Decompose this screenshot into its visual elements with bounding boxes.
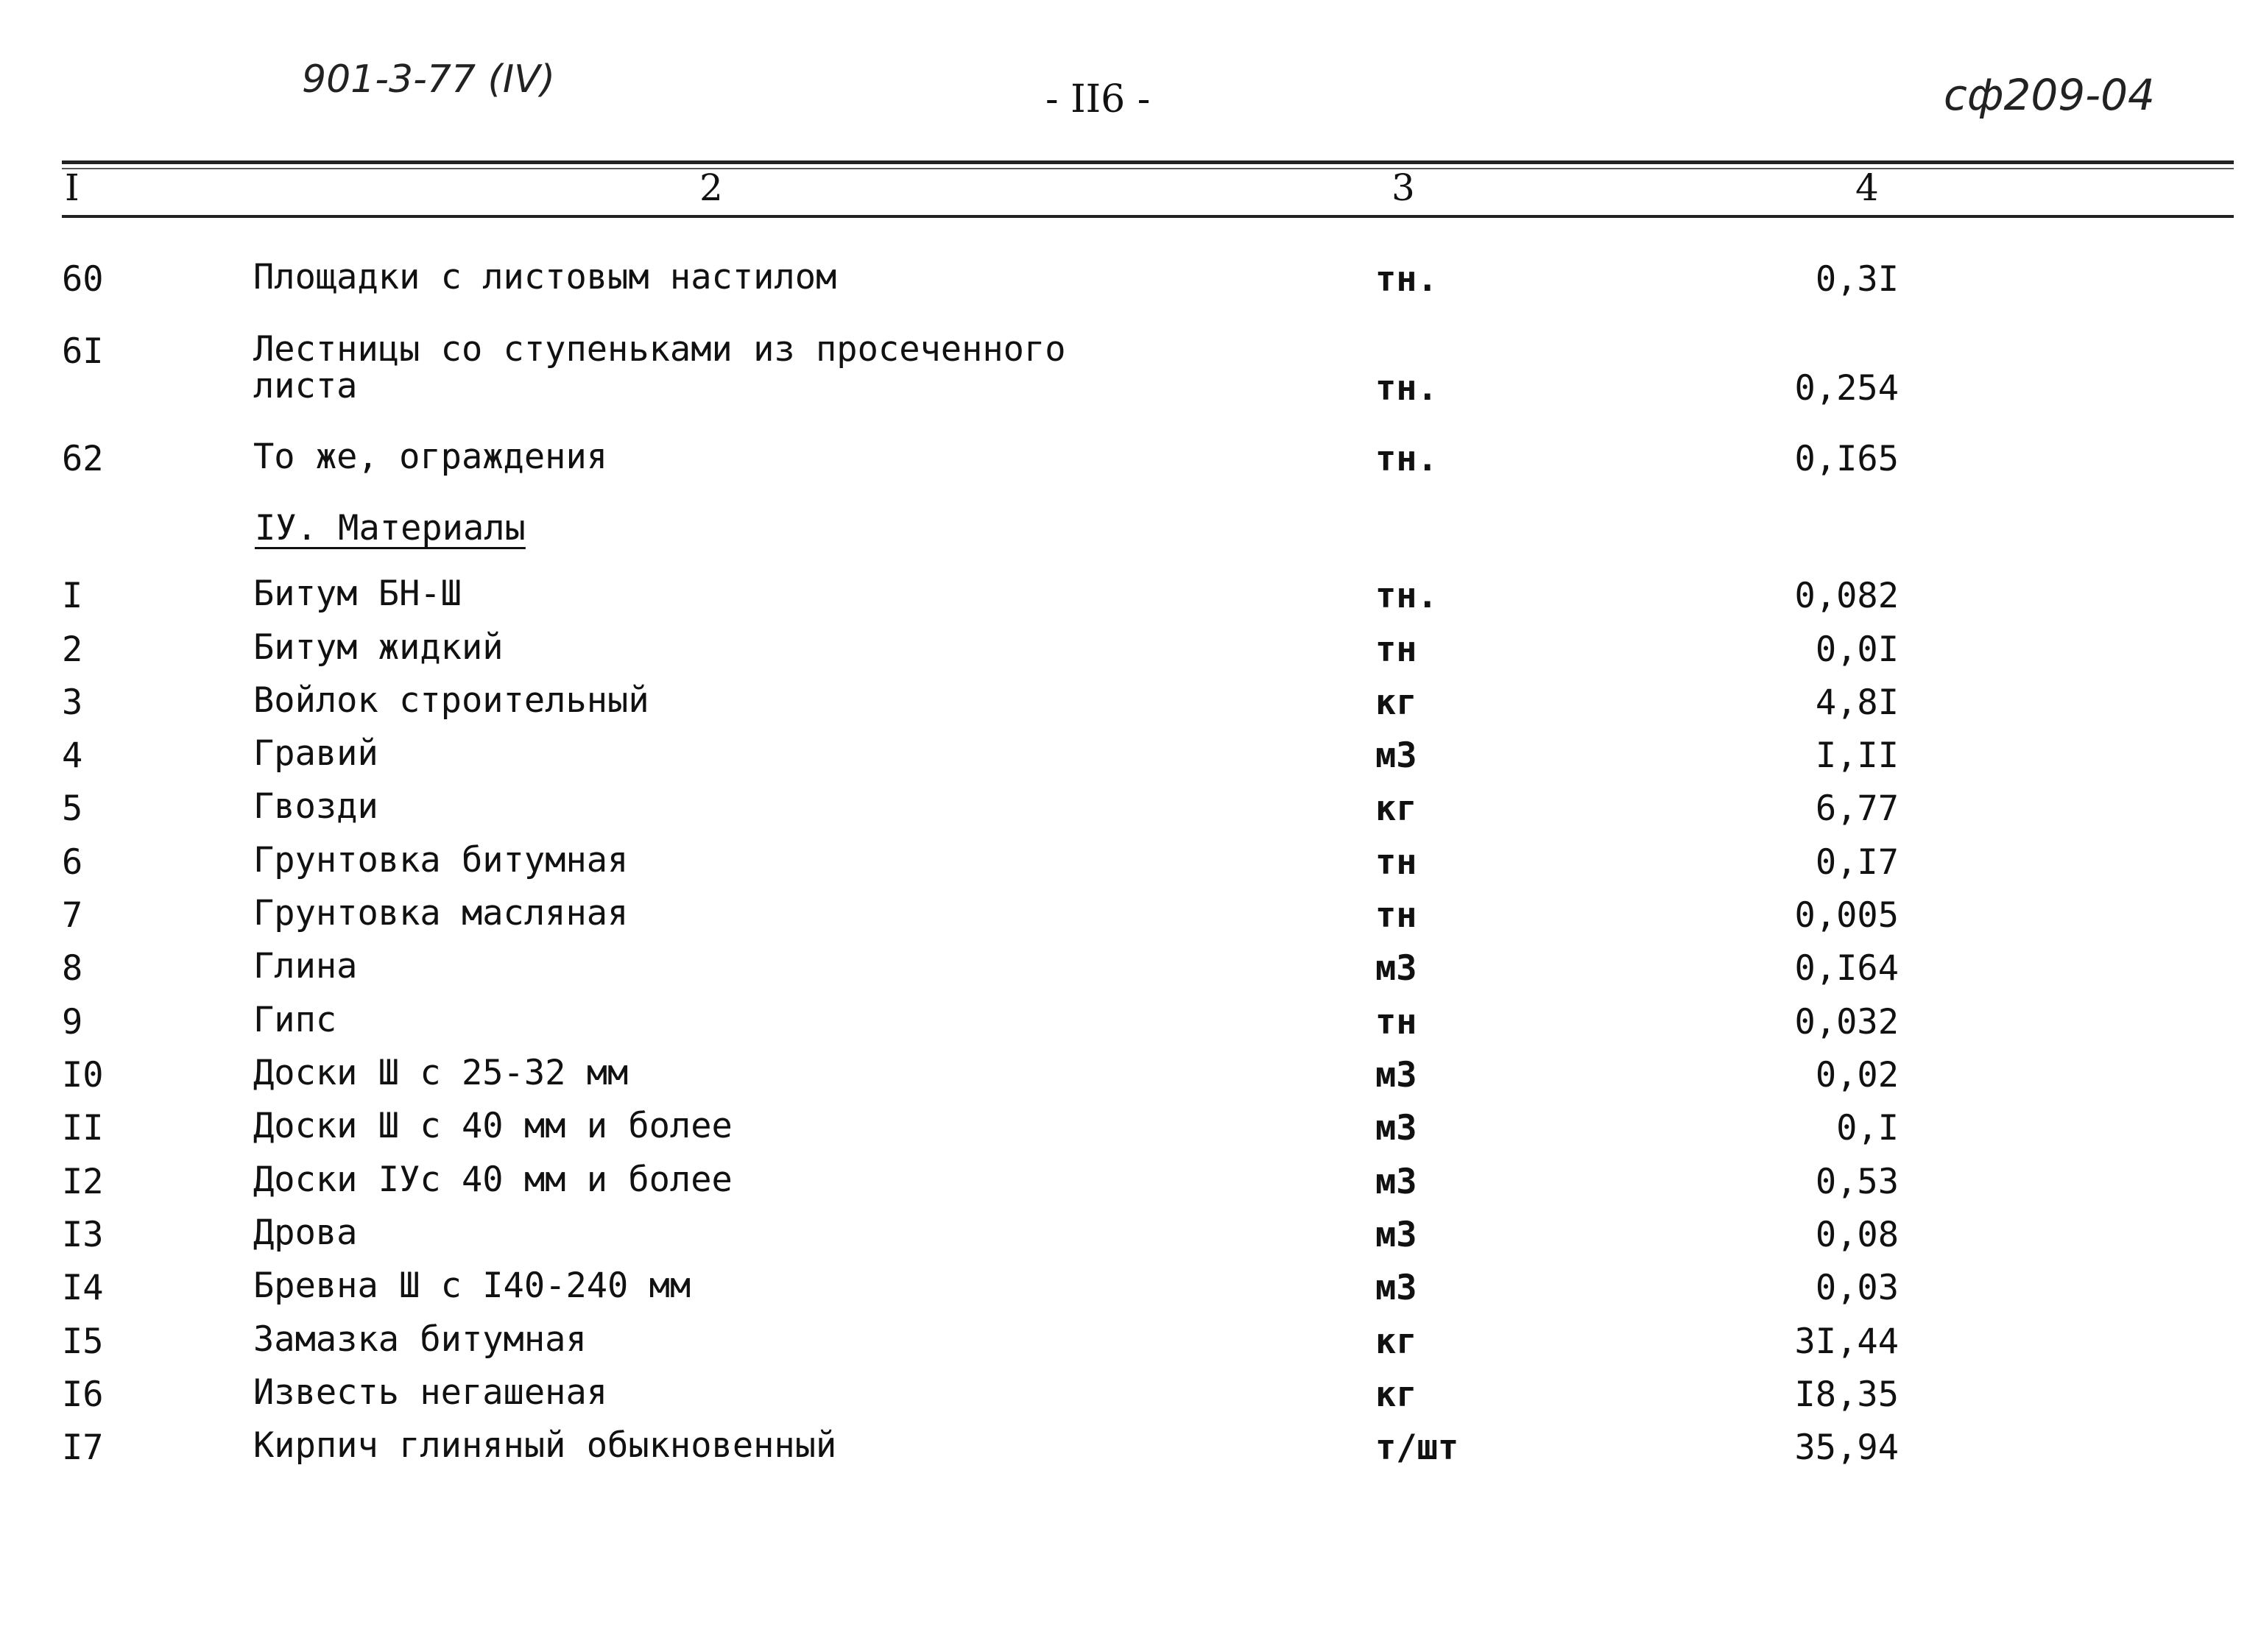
- row-quantity: 0,3I: [1815, 259, 1899, 300]
- row-quantity: 0,02: [1815, 1055, 1899, 1095]
- row-quantity: 0,08: [1815, 1215, 1899, 1255]
- row-name: Площадки с листовым настилом: [253, 257, 837, 297]
- row-quantity: 0,I64: [1794, 948, 1899, 989]
- header-top-rule-secondary: [62, 168, 2234, 169]
- row-quantity: 0,03: [1815, 1268, 1899, 1308]
- column-header-2: 2: [699, 166, 723, 209]
- page-number: - II6 -: [1045, 77, 1151, 121]
- row-unit: тн: [1375, 1002, 1417, 1042]
- row-name: Доски IУс 40 мм и более: [253, 1159, 733, 1200]
- row-number: 62: [62, 439, 104, 479]
- row-name: Известь негашеная: [253, 1372, 608, 1413]
- header-bottom-rule: [62, 215, 2234, 218]
- table-row: [0, 1427, 2261, 1472]
- row-name: Грунтовка битумная: [253, 840, 629, 880]
- row-unit: м3: [1375, 1162, 1417, 1202]
- row-quantity: 35,94: [1794, 1427, 1899, 1468]
- row-quantity: 0,I: [1836, 1108, 1899, 1148]
- row-unit: тн.: [1375, 368, 1438, 409]
- table-row: [0, 1055, 2261, 1099]
- table-row: [0, 1002, 2261, 1046]
- table-row: [0, 1212, 2261, 1259]
- table-row: [0, 629, 2261, 674]
- row-quantity: I,II: [1815, 735, 1899, 776]
- table-row: [0, 682, 2261, 727]
- row-unit: тн: [1375, 629, 1417, 670]
- row-name: Дрова: [253, 1212, 358, 1253]
- row-number: 8: [62, 948, 83, 989]
- row-quantity: 0,254: [1794, 368, 1899, 409]
- row-number: II: [62, 1108, 104, 1148]
- row-quantity: 0,005: [1794, 895, 1899, 936]
- row-number: I: [62, 576, 83, 616]
- row-number: 4: [62, 735, 83, 776]
- row-unit: тн.: [1375, 576, 1438, 616]
- table-row: [0, 259, 2261, 303]
- table-row: [0, 1108, 2261, 1152]
- row-quantity: 0,032: [1794, 1002, 1899, 1042]
- row-name: Кирпич глиняный обыкновенный: [253, 1425, 837, 1466]
- row-number: I2: [62, 1162, 104, 1202]
- row-quantity: 0,53: [1815, 1162, 1899, 1202]
- row-unit: кг: [1375, 682, 1417, 723]
- row-quantity: 3I,44: [1794, 1321, 1899, 1362]
- row-unit: тн.: [1375, 439, 1438, 479]
- row-number: 3: [62, 682, 83, 723]
- row-unit: м3: [1375, 735, 1417, 776]
- row-name: Битум жидкий: [253, 627, 504, 668]
- table-row: [0, 1159, 2261, 1206]
- row-quantity: 0,I7: [1815, 842, 1899, 883]
- column-header-3: 3: [1391, 166, 1415, 209]
- table-row: [0, 788, 2261, 833]
- row-number: I3: [62, 1215, 104, 1255]
- row-quantity: 0,0I: [1815, 629, 1899, 670]
- row-number: 2: [62, 629, 83, 670]
- table-row: [0, 842, 2261, 886]
- row-number: I5: [62, 1321, 104, 1362]
- column-header-4: 4: [1855, 166, 1879, 209]
- row-name: Гвозди: [253, 786, 378, 827]
- row-name: Лестницы со ступеньками из просеченного листа: [253, 329, 1066, 406]
- row-unit: тн: [1375, 842, 1417, 883]
- table-row: [0, 1321, 2261, 1366]
- row-name: Гипс: [253, 1000, 337, 1040]
- row-unit: м3: [1375, 1108, 1417, 1148]
- row-number: 60: [62, 259, 104, 300]
- row-unit: тн.: [1375, 259, 1438, 300]
- row-unit: т/шт: [1375, 1427, 1459, 1468]
- row-unit: м3: [1375, 948, 1417, 989]
- row-number: I7: [62, 1427, 104, 1468]
- table-row: [0, 329, 2261, 409]
- row-name: То же, ограждения: [253, 437, 608, 477]
- row-name: Бревна Ш с I40-240 мм: [253, 1266, 691, 1306]
- row-number: 5: [62, 788, 83, 829]
- row-name: Доски Ш с 40 мм и более: [253, 1106, 733, 1146]
- row-number: I4: [62, 1268, 104, 1308]
- row-name: Доски Ш с 25-32 мм: [253, 1053, 629, 1093]
- header-top-rule: [62, 160, 2234, 164]
- row-quantity: 0,082: [1794, 576, 1899, 616]
- row-unit: м3: [1375, 1055, 1417, 1095]
- row-number: 7: [62, 895, 83, 936]
- row-number: I0: [62, 1055, 104, 1095]
- row-unit: м3: [1375, 1215, 1417, 1255]
- row-name: Глина: [253, 946, 358, 986]
- row-quantity: 4,8I: [1815, 682, 1899, 723]
- section-title: IУ. Материалы: [255, 508, 526, 548]
- row-unit: м3: [1375, 1268, 1417, 1308]
- table-row: [0, 1268, 2261, 1312]
- row-name: Замазка битумная: [253, 1319, 587, 1360]
- column-header-1: I: [65, 166, 80, 209]
- row-number: 6: [62, 842, 83, 883]
- row-number: 6I: [62, 331, 104, 372]
- table-row: [0, 735, 2261, 780]
- row-unit: кг: [1375, 1374, 1417, 1415]
- table-row: [0, 573, 2261, 620]
- table-row: [0, 1374, 2261, 1419]
- row-quantity: I8,35: [1794, 1374, 1899, 1415]
- row-unit: кг: [1375, 1321, 1417, 1362]
- row-unit: кг: [1375, 788, 1417, 829]
- sheet-code: сф209-04: [1944, 70, 2155, 120]
- table-row: [0, 439, 2261, 483]
- row-name: Гравий: [253, 733, 378, 774]
- row-name: Битум БН-Ш: [253, 573, 462, 614]
- row-quantity: 6,77: [1815, 788, 1899, 829]
- row-number: I6: [62, 1374, 104, 1415]
- row-unit: тн: [1375, 895, 1417, 936]
- row-name: Грунтовка масляная: [253, 893, 629, 933]
- row-number: 9: [62, 1002, 83, 1042]
- table-row: [0, 895, 2261, 939]
- table-row: [0, 948, 2261, 992]
- document-code: 901-3-77 (IV): [302, 57, 556, 102]
- row-quantity: 0,I65: [1794, 439, 1899, 479]
- row-name: Войлок строительный: [253, 680, 649, 721]
